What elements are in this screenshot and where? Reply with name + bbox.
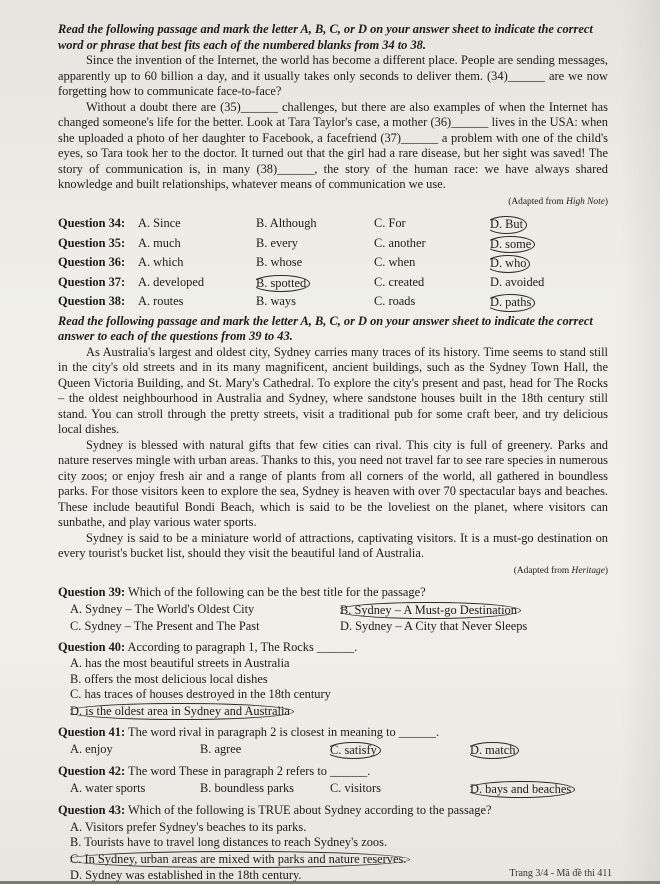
- passage1-paragraph-2: Without a doubt there are (35)______ challenges, but there are also examples of when the Internet has changed someone's life for the better. Look at Tara Taylor's case, a mother (36)______ lives in the USA: when she uploaded a photo of her daughter to Facebook, a facefriend (37)______ a problem with one of the child's eyes, so Tara took her to the doctor. It turned out that the girl had a rare disease, but her sight was saved! The story of communication is, in many (38)______, the story of the human race: we have always shared knowledge and built relationships, whatever means of communication we use.: [58, 99, 608, 191]
- question-40-options: [58, 656, 608, 720]
- passage2-paragraph-2: Sydney is blessed with natural gifts that few cities can rival. This city is full of greenery. Parks and nature reserves mingle with urban areas. Thanks to this, you need not travel far to see rare species in numerous city zoos; or enjoy fresh air and a range of plants from all corners of the world, all gathered in boundless parks. For those visitors keen to explore the sea, Sydney is heaven with over 70 spectacular bays and beaches. These include beautiful Bondi Beach, which is said to be the loveliest on the planet, where visitors can sunbathe, and play various water sports.: [58, 437, 608, 529]
- option-d-circled[interactable]: D. But: [490, 216, 608, 234]
- question-39: Question 39: Which of the following can be the best title for the passage?: [58, 585, 426, 599]
- question-number: Question 36:: [58, 255, 126, 269]
- option-b[interactable]: B. ways: [256, 294, 296, 308]
- option-c[interactable]: C. For: [374, 216, 406, 230]
- question-40: Question 40: According to paragraph 1, The Rocks ______.: [58, 639, 358, 654]
- question-43: Question 43: Which of the following is TRUE about Sydney according to the passage?: [58, 803, 492, 817]
- option-a[interactable]: A. which: [138, 255, 184, 269]
- question-number: Question 37:: [58, 274, 126, 289]
- option-b[interactable]: B. Tourists have to travel long distances to reach Sydney's zoos.: [70, 835, 388, 849]
- page-footer: Trang 3/4 - Mã đề thi 411: [509, 868, 612, 879]
- option-c[interactable]: C. roads: [374, 294, 416, 308]
- passage2-paragraph-3: Sydney is said to be a miniature world of attractions, captivating visitors. It is a must-go destination on every tourist's bucket list, should they visit the beautiful land of Australia.: [58, 530, 608, 560]
- option-b[interactable]: B. whose: [256, 255, 303, 269]
- option-a[interactable]: A. Visitors prefer Sydney's beaches to its parks.: [70, 819, 307, 834]
- exam-page: [58, 22, 608, 884]
- instruction-39-43: Read the following passage and mark the letter A, B, C, or D on your answer sheet to indicate the correct answer to each of the questions from 39 to 43.: [58, 313, 593, 343]
- option-a[interactable]: A. enjoy: [70, 741, 113, 756]
- option-c-circled[interactable]: C. satisfy: [330, 742, 470, 760]
- option-b-circled[interactable]: B. spotted: [256, 275, 374, 293]
- option-a[interactable]: A. water sports: [70, 780, 146, 795]
- option-b[interactable]: B. agree: [200, 741, 242, 756]
- option-c[interactable]: C. visitors: [330, 780, 381, 795]
- question-number: Question 34:: [58, 216, 126, 230]
- option-d-circled[interactable]: D. bays and beaches: [470, 781, 620, 799]
- option-b[interactable]: B. boundless parks: [200, 780, 294, 795]
- option-a[interactable]: A. developed: [138, 274, 205, 289]
- option-d-circled[interactable]: D. is the oldest area in Sydney and Australia: [70, 703, 608, 721]
- option-d-circled[interactable]: D. who: [490, 255, 608, 273]
- option-d-circled[interactable]: D. paths: [490, 294, 608, 312]
- option-c[interactable]: C. has traces of houses destroyed in the 18th century: [70, 687, 331, 701]
- question-41: Question 41: The word rival in paragraph 2 is closest in meaning to ______.: [58, 725, 440, 739]
- passage2-paragraph-1: As Australia's largest and oldest city, Sydney carries many traces of its history. Time seems to stand still in the city's old streets and in its many magnificent, ancient buildings, such as the Sydney Town Hall, the Queen Victoria Building, and St. Mary's Cathedral. To explore the city's present and past, head for The Rocks – the oldest neighbourhood in Australia and Sydney, where sandstone houses built in the 18th century still stand. You can stroll through the pretty streets, visit a traditional pub for some craft beer, and try delicious local dishes.: [58, 344, 608, 436]
- option-b[interactable]: B. every: [256, 235, 298, 250]
- option-c[interactable]: C. when: [374, 255, 416, 269]
- passage1-paragraph-1: Since the invention of the Internet, the world has become a different place. People are sending messages, apparently up to 60 billion a day, and it usually takes only seconds to deliver them. (34)______ are we now forgetting how to communicate face-to-face?: [58, 53, 608, 98]
- option-d[interactable]: D. Sydney was established in the 18th century.: [70, 868, 302, 882]
- option-c[interactable]: C. Sydney – The Present and The Past: [70, 619, 260, 633]
- question-number: Question 38:: [58, 294, 126, 308]
- option-d-circled[interactable]: D. match: [470, 742, 620, 760]
- option-d-circled[interactable]: D. some: [490, 236, 608, 254]
- option-c[interactable]: C. another: [374, 235, 426, 250]
- question-42: Question 42: The word These in paragraph 2 refers to ______.: [58, 764, 371, 778]
- option-b-circled[interactable]: B. Sydney – A Must-go Destination: [340, 602, 620, 620]
- option-a[interactable]: A. much: [138, 235, 181, 250]
- option-c-circled[interactable]: C. In Sydney, urban areas are mixed with parks and nature reserves.: [70, 851, 608, 869]
- option-a[interactable]: A. Sydney – The World's Oldest City: [70, 601, 255, 616]
- option-a[interactable]: A. has the most beautiful streets in Australia: [70, 656, 290, 670]
- option-b[interactable]: B. Although: [256, 216, 317, 230]
- source-high-note: (Adapted from High Note): [508, 196, 608, 207]
- option-a[interactable]: A. routes: [138, 294, 184, 308]
- option-d[interactable]: D. avoided: [490, 274, 545, 289]
- source-heritage: (Adapted from Heritage): [513, 565, 608, 576]
- option-b[interactable]: B. offers the most delicious local dishes: [70, 671, 268, 686]
- option-c[interactable]: C. created: [374, 274, 425, 289]
- question-42-options: [58, 781, 608, 799]
- questions-34-38: [58, 216, 608, 312]
- question-41-options: [58, 742, 608, 760]
- option-d[interactable]: D. Sydney – A City that Never Sleeps: [340, 619, 528, 633]
- option-a[interactable]: A. Since: [138, 216, 181, 230]
- question-number: Question 35:: [58, 235, 126, 250]
- instruction-34-38: Read the following passage and mark the letter A, B, C, or D on your answer sheet to indicate the correct word or phrase that best fits each of the numbered blanks from 34 to 38.: [58, 22, 593, 52]
- question-39-options: [58, 602, 608, 635]
